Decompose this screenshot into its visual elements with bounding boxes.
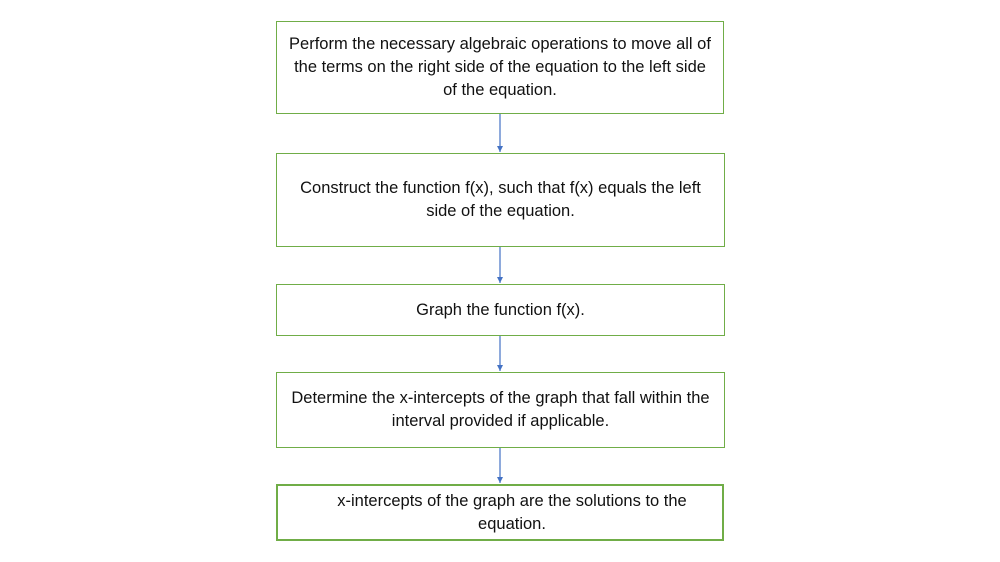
step-text-4: Determine the x-intercepts of the graph that fall within the interval provided if applicable. [291, 389, 710, 430]
step-text-5: x-intercepts of the graph are the solutions to the equation. [337, 491, 687, 533]
step-box-4 [276, 372, 725, 448]
step-box-3 [276, 284, 725, 336]
step-text-1: Perform the necessary algebraic operations to move all of the terms on the right side of the equation to the left side of the equation. [289, 35, 711, 99]
step-box-5 [276, 484, 724, 541]
step-text-3: Graph the function f(x). [416, 300, 585, 319]
step-box-2 [276, 153, 725, 247]
step-box-1 [276, 21, 724, 114]
step-text-2: Construct the function f(x), such that f(x) equals the left side of the equation. [300, 179, 701, 220]
